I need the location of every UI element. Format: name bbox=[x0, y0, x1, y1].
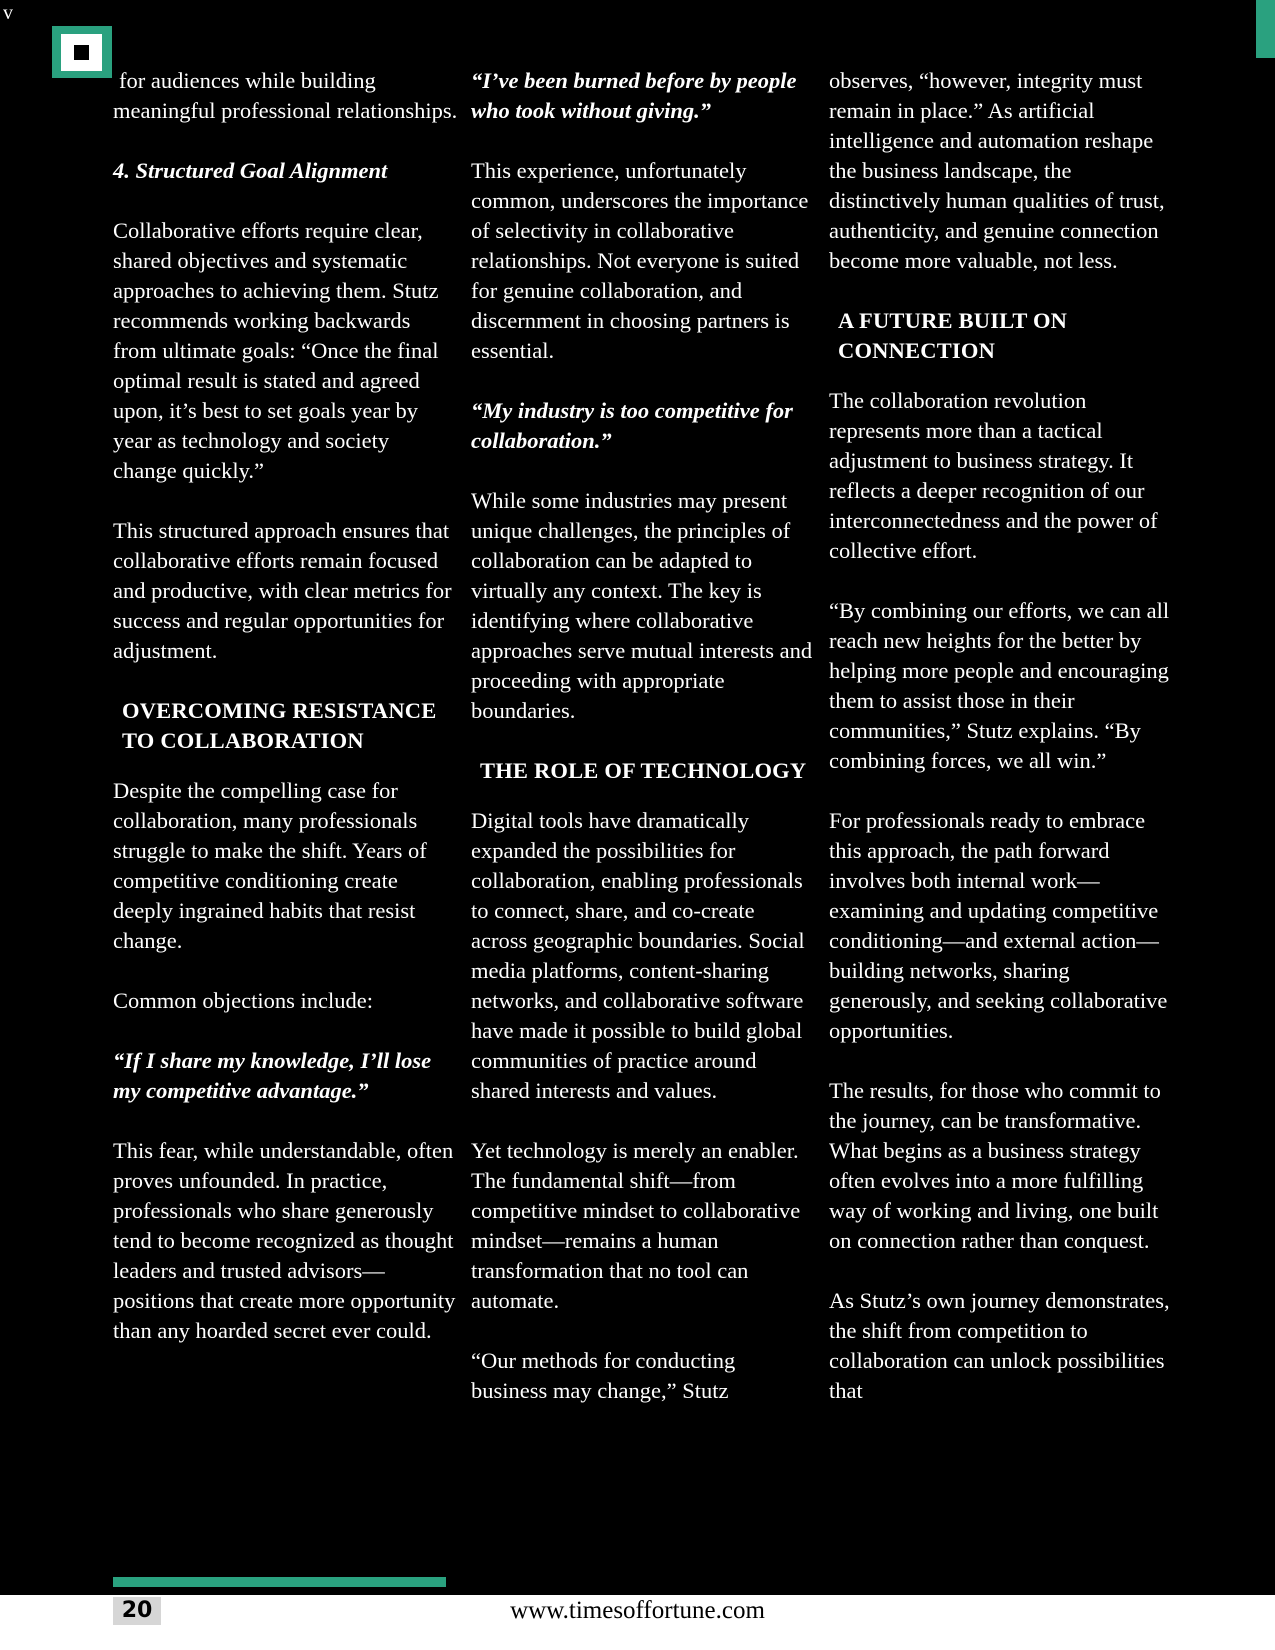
paragraph: Digital tools have dramatically expanded the possibilities for collaboration, enabling professionals to connect, share, and co-create across geographic boundaries. Social media platforms, content-sharing networks, and collaborative software have made it possible to build global communities of practice around shared interests and values. bbox=[471, 808, 805, 1103]
objection-quote: “I’ve been burned before by people who took without giving.” bbox=[471, 68, 797, 123]
paragraph: Yet technology is merely an enabler. The fundamental shift—from competitive mindset to collaborative mindset—remains a human transformation that no tool can automate. bbox=[471, 1138, 801, 1313]
logo-inner-square bbox=[61, 34, 102, 71]
section-heading-future-built-on-connection: A FUTURE BUILT ON CONNECTION bbox=[838, 308, 1068, 363]
paragraph: The results, for those who commit to the journey, can be transformative. What begins as a business strategy often evolves into a more fulfilling way of working and living, one built on connection rather than conquest. bbox=[829, 1078, 1161, 1253]
paragraph: While some industries may present unique challenges, the principles of collaboration can be adapted to virtually any context. The key is identifying where collaborative approaches serve mutual interests and proceeding with appropriate boundaries. bbox=[471, 488, 813, 723]
paragraph: Common objections include: bbox=[113, 988, 373, 1013]
paragraph: This fear, while understandable, often proves unfounded. In practice, professionals who share generously tend to become recognized as thought leaders and trusted advisors—positions that create more opportunity than any hoarded secret ever could. bbox=[113, 1138, 456, 1343]
column-2 bbox=[471, 66, 816, 1436]
section-heading-role-of-technology: THE ROLE OF TECHNOLOGY bbox=[480, 758, 807, 783]
section-heading-overcoming-resistance: OVERCOMING RESISTANCE TO COLLABORATION bbox=[122, 698, 437, 753]
paragraph: This structured approach ensures that collaborative efforts remain focused and productive, with clear metrics for success and regular opportunities for adjustment. bbox=[113, 518, 452, 663]
footer-accent-bar bbox=[113, 1577, 446, 1587]
paragraph: For professionals ready to embrace this approach, the path forward involves both internal work—examining and updating competitive conditioning—and external action—building networks, sharing generously, and seeking collaborative opportunities. bbox=[829, 808, 1168, 1043]
paragraph: The collaboration revolution represents more than a tactical adjustment to business strategy. It reflects a deeper recognition of our interconnectedness and the power of collective effort. bbox=[829, 388, 1158, 563]
edge-tab bbox=[1256, 0, 1275, 58]
page-number: 20 bbox=[113, 1597, 161, 1625]
paragraph: for audiences while building meaningful professional relationships. bbox=[113, 68, 458, 123]
column-1 bbox=[113, 66, 458, 1376]
logo-core-square bbox=[74, 45, 89, 60]
square-logo-icon bbox=[52, 26, 112, 78]
footer-url: www.timesoffortune.com bbox=[510, 1597, 765, 1624]
paragraph: Despite the compelling case for collaboration, many professionals struggle to make the shift. Years of competitive conditioning create deeply ingrained habits that resist change. bbox=[113, 778, 427, 953]
paragraph: As Stutz’s own journey demonstrates, the shift from competition to collaboration can unlock possibilities that bbox=[829, 1288, 1170, 1403]
paragraph: “Our methods for conducting business may change,” Stutz bbox=[471, 1348, 736, 1403]
paragraph: “By combining our efforts, we can all reach new heights for the better by helping more people and encouraging them to assist those in their communities,” Stutz explains. “By combining forces, we all win.” bbox=[829, 598, 1170, 773]
subheading-goal-alignment: 4. Structured Goal Alignment bbox=[113, 158, 388, 183]
paragraph: observes, “however, integrity must remain in place.” As artificial intelligence and automation reshape the business landscape, the distinctively human qualities of trust, authenticity, and genuine connection become more valuable, not less. bbox=[829, 68, 1165, 273]
paragraph: This experience, unfortunately common, underscores the importance of selectivity in collaborative relationships. Not everyone is suited for genuine collaboration, and discernment in choosing partners is essential. bbox=[471, 158, 809, 363]
column-3 bbox=[829, 66, 1174, 1436]
paragraph: Collaborative efforts require clear, shared objectives and systematic approaches to achieving them. Stutz recommends working backwards from ultimate goals: “Once the final optimal result is stated and agreed upon, it’s best to set goals year by year as technology and society change quickly.” bbox=[113, 218, 439, 483]
corner-mark: v bbox=[3, 2, 13, 24]
objection-quote: “If I share my knowledge, I’ll lose my competitive advantage.” bbox=[113, 1048, 432, 1103]
objection-quote: “My industry is too competitive for collaboration.” bbox=[471, 398, 793, 453]
